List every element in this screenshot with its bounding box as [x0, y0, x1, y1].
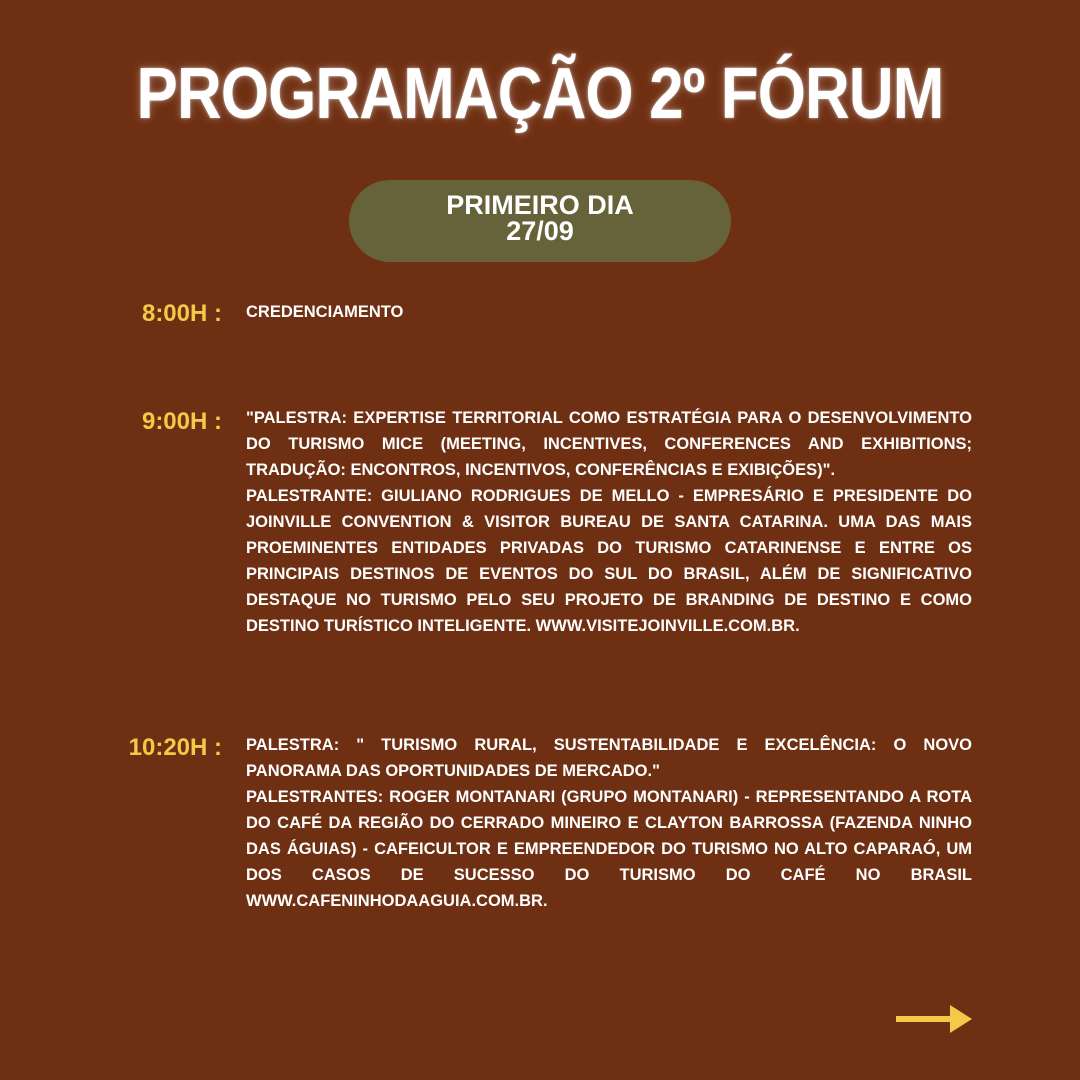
entry-paragraph: PALESTRANTES: ROGER MONTANARI (GRUPO MONTANARI) - REPRESENTANDO A ROTA DO CAFÉ DA REGIÃO DO CERRADO MINEIRO E CLAYTON BARROSSA (FAZENDA NINHO DAS ÁGUIAS) - CAFEICULTOR E EMPREENDEDOR DO TURISMO NO ALTO CAPARAÓ, UM DOS CASOS DE SUCESSO DO TURISMO DO CAFÉ NO BRASIL WWW.CAFENINHODAAGUIA.COM.BR.	[246, 788, 972, 910]
schedule-entry	[246, 732, 972, 914]
entry-paragraph: PALESTRA: " TURISMO RURAL, SUSTENTABILIDADE E EXCELÊNCIA: O NOVO PANORAMA DAS OPORTUNIDADES DE MERCADO."	[246, 736, 972, 780]
schedule-entry	[246, 299, 972, 325]
arrow-right-icon[interactable]	[894, 1003, 974, 1035]
day-date: 27/09	[506, 216, 574, 246]
schedule-time: 10:20H :	[128, 734, 222, 761]
page-title: PROGRAMAÇÃO 2º FÓRUM	[136, 54, 944, 134]
schedule-time: 9:00H :	[141, 408, 222, 435]
day-badge	[349, 180, 731, 262]
schedule-entry	[246, 405, 972, 639]
entry-paragraph: "PALESTRA: EXPERTISE TERRITORIAL COMO ESTRATÉGIA PARA O DESENVOLVIMENTO DO TURISMO MICE (MEETING, INCENTIVES, CONFERENCES AND EXHIBITIONS; TRADUÇÃO: ENCONTROS, INCENTIVOS, CONFERÊNCIAS E EXIBIÇÕES)".	[246, 409, 972, 479]
entry-paragraph: CREDENCIAMENTO	[246, 303, 404, 321]
entry-paragraph: PALESTRANTE: GIULIANO RODRIGUES DE MELLO - EMPRESÁRIO E PRESIDENTE DO JOINVILLE CONVENTION & VISITOR BUREAU DE SANTA CATARINA. UMA DAS MAIS PROEMINENTES ENTIDADES PRIVADAS DO TURISMO CATARINENSE E ENTRE OS PRINCIPAIS DESTINOS DE EVENTOS DO SUL DO BRASIL, ALÉM DE SIGNIFICATIVO DESTAQUE NO TURISMO PELO SEU PROJETO DE BRANDING DE DESTINO E COMO DESTINO TURÍSTICO INTELIGENTE. WWW.VISITEJOINVILLE.COM.BR.	[246, 487, 972, 635]
schedule-time: 8:00H :	[141, 300, 222, 327]
day-label: PRIMEIRO DIA	[446, 190, 634, 220]
